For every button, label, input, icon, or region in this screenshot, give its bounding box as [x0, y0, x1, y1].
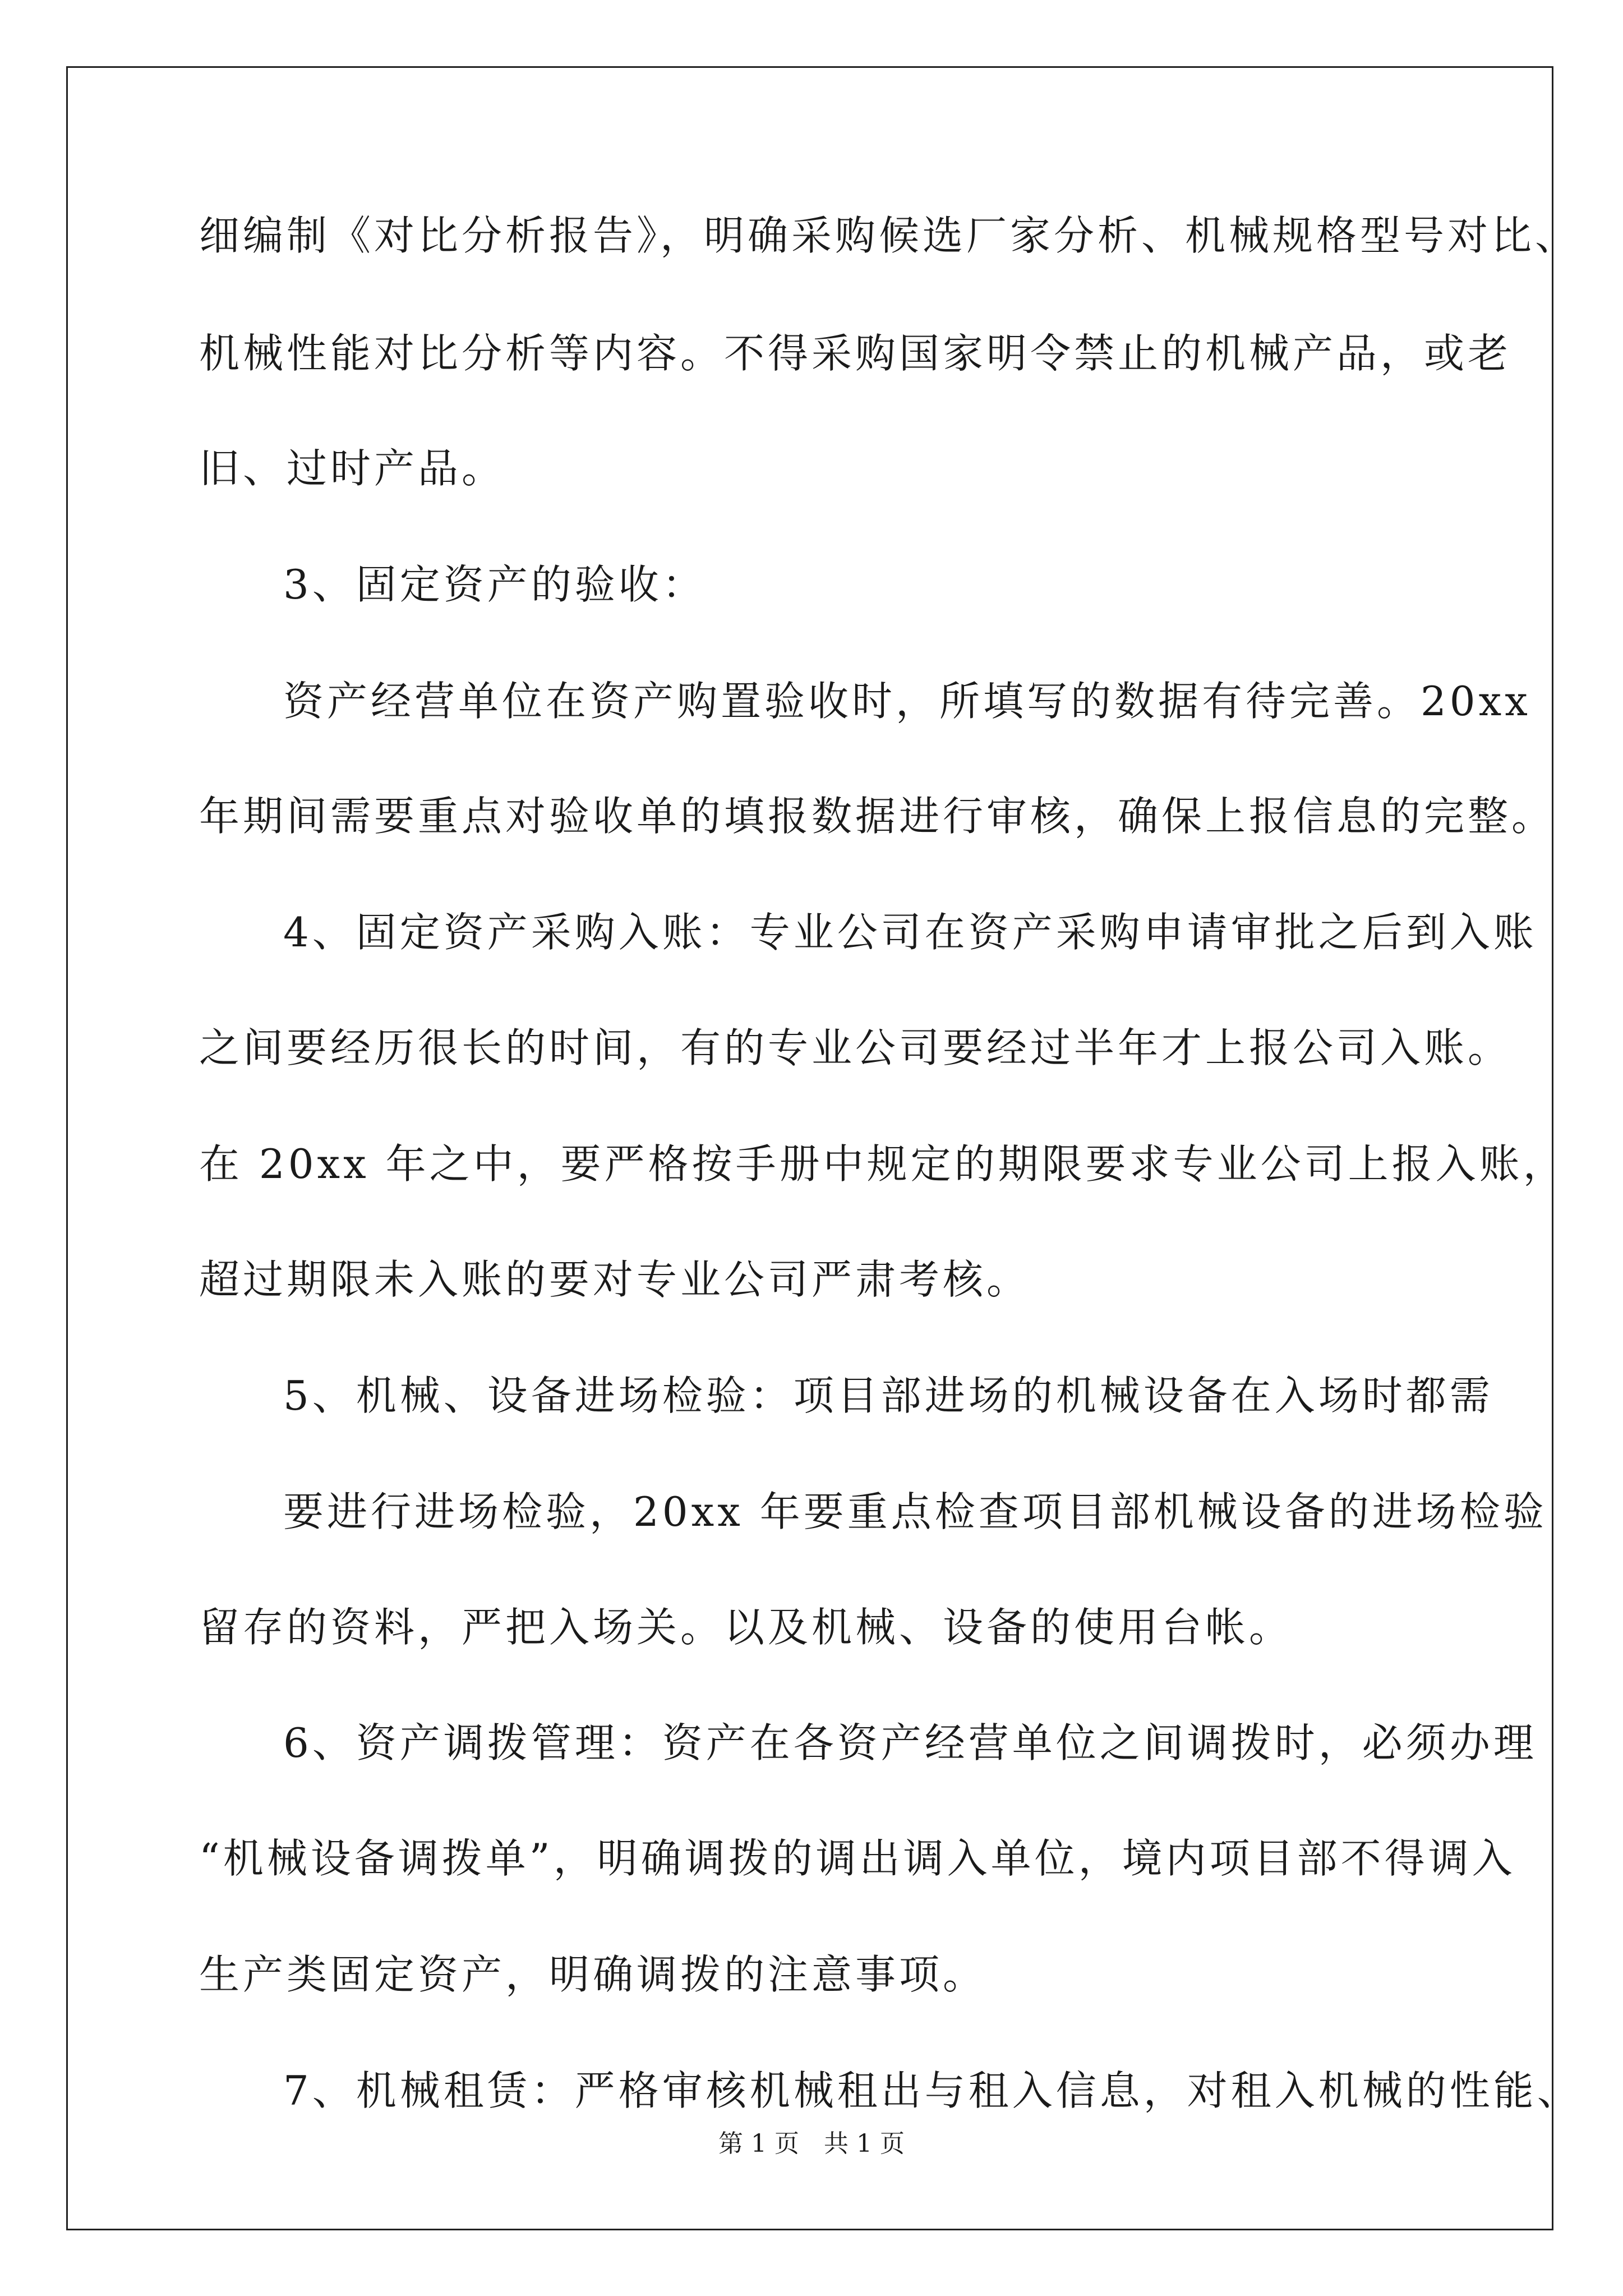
text-line: 7、机械租赁：严格审核机械租出与租入信息，对租入机械的性能、 — [283, 2067, 1581, 2114]
text-line: 6、资产调拨管理：资产在各资产经营单位之间调拨时，必须办理 — [283, 1719, 1537, 1766]
text-line: 旧、过时产品。 — [199, 445, 506, 492]
text-line: 留存的资料，严把入场关。以及机械、设备的使用台帐。 — [199, 1604, 1293, 1651]
text-line: 4、固定资产采购入账：专业公司在资产采购申请审批之后到入账 — [283, 909, 1537, 956]
text-line: 5、机械、设备进场检验：项目部进场的机械设备在入场时都需 — [283, 1372, 1493, 1419]
page-number-footer: 第 1 页 共 1 页 — [718, 2129, 905, 2158]
text-line: 机械性能对比分析等内容。不得采购国家明令禁止的机械产品，或老 — [199, 330, 1512, 377]
text-line: 资产经营单位在资产购置验收时，所填写的数据有待完善。20xx — [283, 678, 1531, 725]
text-line: 细编制《对比分析报告》，明确采购候选厂家分析、机械规格型号对比、 — [199, 212, 1579, 259]
text-line: 生产类固定资产，明确调拨的注意事项。 — [199, 1951, 987, 1998]
text-line: 超过期限未入账的要对专业公司严肃考核。 — [199, 1256, 1031, 1303]
section-heading: 3、固定资产的验收： — [283, 561, 706, 608]
text-line: 之间要经历很长的时间，有的专业公司要经过半年才上报公司入账。 — [199, 1024, 1512, 1071]
text-line: 年期间需要重点对验收单的填报数据进行审核，确保上报信息的完整。 — [199, 793, 1556, 840]
text-line: 在 20xx 年之中，要严格按手册中规定的期限要求专业公司上报入账， — [199, 1140, 1567, 1188]
text-line: 要进行进场检验，20xx 年要重点检查项目部机械设备的进场检验 — [283, 1488, 1547, 1535]
text-line: “机械设备调拨单”，明确调拨的调出调入单位，境内项目部不得调入 — [199, 1835, 1516, 1882]
